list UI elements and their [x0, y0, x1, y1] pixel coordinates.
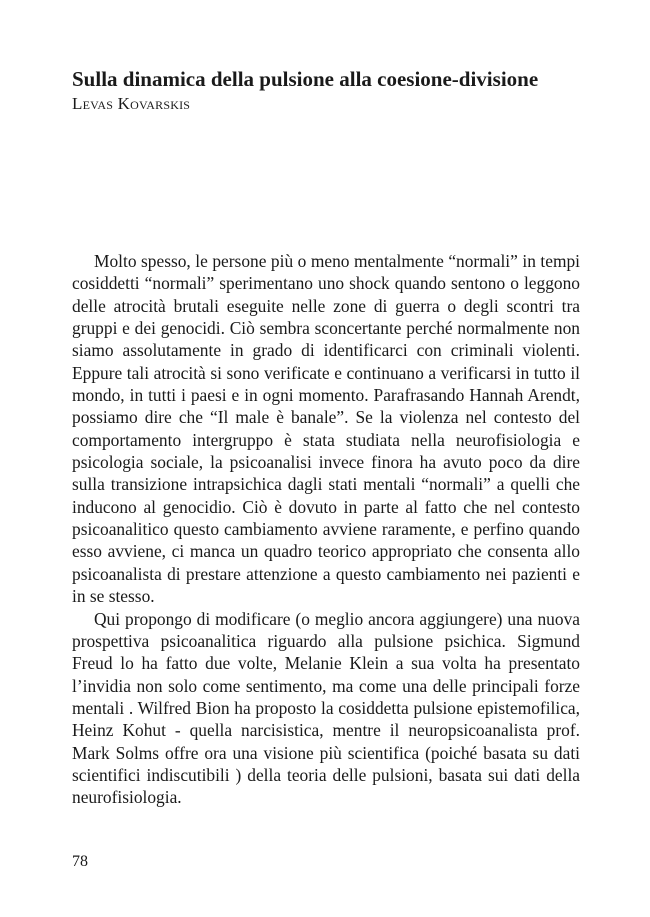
page-number: 78	[72, 853, 88, 870]
author-name: Levas Kovarskis	[72, 94, 191, 113]
paragraph-1: Molto spesso, le persone più o meno mentalmente “normali” in tempi cosiddetti “normali” sperimentano uno shock quando sentono o leggono delle atrocità brutali eseguite nelle zone di guerra o degli scontri tra gruppi e dei genocidi. Ciò sembra sconcertante perché normalmente non siamo assolutamente in grado di identificarci con criminali violenti. Eppure tali atrocità si sono verificate e continuano a verificarsi in tutto il mondo, in tutti i paesi e in ogni momento. Parafrasando Hannah Arendt, possiamo dire che “Il male è banale”. Se la violenza nel contesto del comportamento intergruppo è stata studiata nella neurofisiologia e psicologia sociale, la psicoanalisi invece finora ha avuto poco da dire sulla transizione intrapsichica dagli stati mentali “normali” a quelli che inducono al genocidio. Ciò è dovuto in parte al fatto che nel contesto psicoanalitico questo cambiamento avviene raramente, e perfino quando esso avviene, ci manca un quadro teorico appropriato che consenta allo psicoanalista di prestare attenzione a questo cambiamento nei pazienti e in se stesso.	[72, 251, 580, 607]
paragraph-2: Qui propongo di modificare (o meglio ancora aggiungere) una nuova prospettiva psicoanalitica riguardo alla pulsione psichica. Sigmund Freud lo ha fatto due volte, Melanie Klein a sua volta ha presentato l’invidia non solo come sentimento, ma come una delle principali forze mentali . Wilfred Bion ha proposto la cosiddetta pulsione epistemofilica, Heinz Kohut - quella narcisistica, mentre il neuropsicoanalista prof. Mark Solms offre ora una visione più scientifica (poiché basata su dati scientifici indiscutibili ) della teoria delle pulsioni, basata sui dati della neurofisiologia.	[72, 608, 580, 808]
body-text	[72, 250, 580, 809]
chapter-title: Sulla dinamica della pulsione alla coesione-divisione	[72, 67, 539, 91]
